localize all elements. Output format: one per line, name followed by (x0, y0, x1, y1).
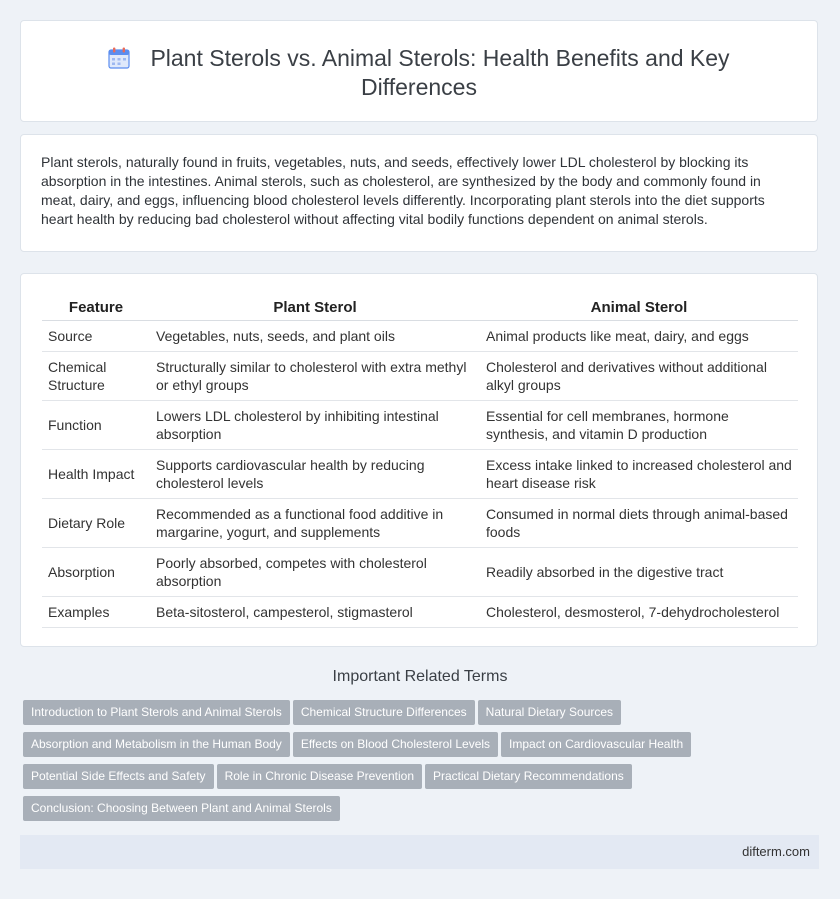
animal-cell: Essential for cell membranes, hormone synthesis, and vitamin D production (480, 401, 798, 450)
table-row (42, 450, 798, 499)
header-plant-sterol: Plant Sterol (150, 294, 480, 321)
related-term-tag[interactable]: Impact on Cardiovascular Health (501, 732, 691, 757)
feature-cell: Chemical Structure (42, 352, 150, 401)
header-feature: Feature (42, 294, 150, 321)
plant-cell: Lowers LDL cholesterol by inhibiting intestinal absorption (150, 401, 480, 450)
related-term-tag[interactable]: Effects on Blood Cholesterol Levels (293, 732, 498, 757)
feature-cell: Absorption (42, 548, 150, 597)
related-term-tag[interactable]: Chemical Structure Differences (293, 700, 475, 725)
related-term-tag[interactable]: Potential Side Effects and Safety (23, 764, 214, 789)
related-term-tag[interactable]: Conclusion: Choosing Between Plant and Animal Sterols (23, 796, 340, 821)
intro-card (20, 134, 818, 252)
feature-cell: Function (42, 401, 150, 450)
plant-cell: Supports cardiovascular health by reducing cholesterol levels (150, 450, 480, 499)
table-header-row (42, 294, 798, 321)
page-title: Plant Sterols vs. Animal Sterols: Health Benefits and Key Differences (150, 45, 730, 100)
table-row (42, 401, 798, 450)
comparison-table (42, 294, 798, 628)
feature-cell: Dietary Role (42, 499, 150, 548)
related-terms-list (23, 700, 813, 828)
feature-cell: Health Impact (42, 450, 150, 499)
intro-paragraph: Plant sterols, naturally found in fruits, vegetables, nuts, and seeds, effectively lower LDL cholesterol by blocking its absorption in the intestines. Animal sterols, such as cholesterol, are synthesized by the body and commonly found in meat, dairy, and eggs, influencing blood cholesterol levels differently. Incorporating plant sterols into the diet supports heart health by reducing bad cholesterol without affecting vital bodily functions dependent on animal sterols. (41, 154, 765, 227)
animal-cell: Excess intake linked to increased cholesterol and heart disease risk (480, 450, 798, 499)
table-row (42, 321, 798, 352)
plant-cell: Recommended as a functional food additive in margarine, yogurt, and supplements (150, 499, 480, 548)
animal-cell: Cholesterol, desmosterol, 7-dehydrocholesterol (480, 597, 798, 628)
related-term-tag[interactable]: Practical Dietary Recommendations (425, 764, 632, 789)
feature-cell: Source (42, 321, 150, 352)
footer-site-link[interactable]: difterm.com (742, 844, 810, 859)
table-row (42, 499, 798, 548)
feature-cell: Examples (42, 597, 150, 628)
plant-cell: Vegetables, nuts, seeds, and plant oils (150, 321, 480, 352)
plant-cell: Beta-sitosterol, campesterol, stigmasterol (150, 597, 480, 628)
animal-cell: Cholesterol and derivatives without additional alkyl groups (480, 352, 798, 401)
related-term-tag[interactable]: Introduction to Plant Sterols and Animal Sterols (23, 700, 290, 725)
animal-cell: Readily absorbed in the digestive tract (480, 548, 798, 597)
plant-cell: Structurally similar to cholesterol with extra methyl or ethyl groups (150, 352, 480, 401)
plant-cell: Poorly absorbed, competes with cholesterol absorption (150, 548, 480, 597)
calendar-icon (108, 47, 130, 69)
page-title-wrap (81, 44, 757, 102)
animal-cell: Animal products like meat, dairy, and eggs (480, 321, 798, 352)
related-term-tag[interactable]: Absorption and Metabolism in the Human Body (23, 732, 290, 757)
table-row (42, 597, 798, 628)
animal-cell: Consumed in normal diets through animal-based foods (480, 499, 798, 548)
related-term-tag[interactable]: Role in Chronic Disease Prevention (217, 764, 422, 789)
related-terms-heading: Important Related Terms (332, 668, 508, 685)
table-row (42, 548, 798, 597)
title-card (20, 20, 818, 122)
related-term-tag[interactable]: Natural Dietary Sources (478, 700, 621, 725)
header-animal-sterol: Animal Sterol (480, 294, 798, 321)
footer (20, 835, 819, 869)
comparison-table-card (20, 273, 818, 647)
table-row (42, 352, 798, 401)
